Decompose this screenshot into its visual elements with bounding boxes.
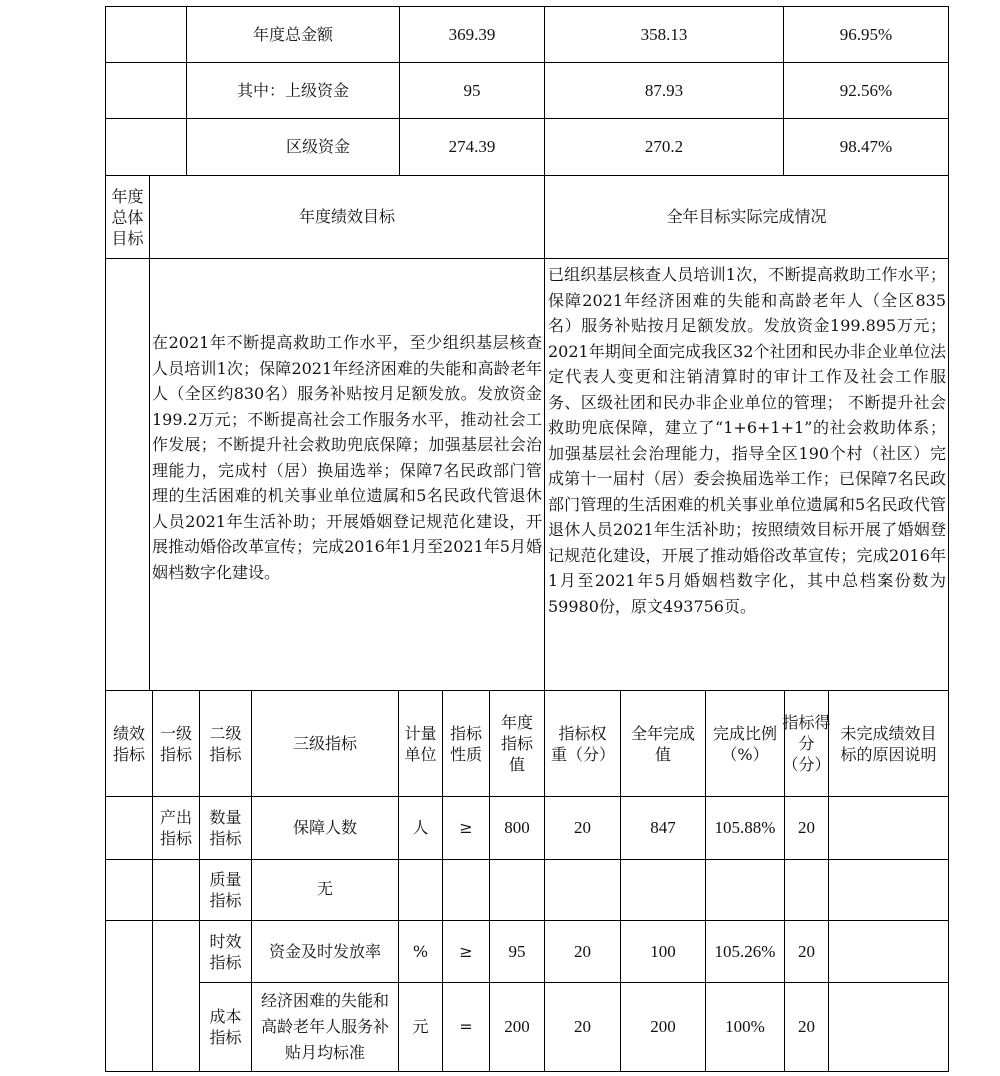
row-annual-value — [490, 860, 544, 920]
row-unit — [399, 860, 442, 920]
header-completed-value: 全年完成值 — [630, 723, 695, 764]
row-level3: 资金及时发放率 — [268, 941, 381, 961]
row-completed-value — [621, 860, 705, 920]
row-completion-ratio: 100% — [725, 1017, 765, 1036]
row-nature — [443, 860, 489, 920]
header-completion-ratio: 完成比例（%） — [712, 723, 777, 764]
row-nature: ≥ — [459, 941, 473, 961]
row-unit: 元 — [412, 1017, 429, 1036]
funds-row-rate: 92.56% — [839, 80, 893, 100]
row-annual-value: 200 — [504, 1017, 530, 1036]
annual-target-header: 年度绩效目标 — [298, 207, 395, 226]
row-level3: 保障人数 — [292, 818, 357, 837]
header-perf-indicator: 绩效指标 — [112, 723, 145, 764]
row-completion-ratio: 105.88% — [714, 818, 776, 837]
row-completed-value: 100 — [650, 941, 676, 961]
annual-actual-text: 已组织基层核查人员培训1次，不断提高救助工作水平；保障2021年经济困难的失能和高龄老年人（全区835名）服务补贴按月足额发放。发放资金199.895万元；2021年期间全面完成我区32个社团和民办非企业单位法定代表人变更和注销清算时的审计工作及社会工作服务、区级社团和民办非企业单位的管理； 不断提升社会救助兜底保障，建立了“1+6+1+1”的社会救助体系；加强基层社会治理能力，指导全区190个村（社区）完成第十一届村（居）委会换届选举工作；已保障7名民政部门管理的生活困难的机关事业单位遗属和5名民政代管退休人员2021年生活补助；按照绩效目标开展了婚姻登记规范化建设，开展了推动婚俗改革宣传；完成2016年1月至2021年5月婚姻档数字化，其中总档案份数为59980份，原文493756页。 — [548, 265, 946, 616]
row-score — [785, 860, 828, 920]
funds-row-budget: 274.39 — [448, 137, 496, 156]
header-level3: 三级指标 — [292, 733, 357, 753]
header-level1: 一级指标 — [159, 723, 192, 764]
funds-row-executed: 270.2 — [644, 137, 684, 156]
row-level3: 经济困难的失能和高龄老年人服务补贴月均标准 — [260, 991, 389, 1062]
row-completed-value: 200 — [650, 1017, 676, 1036]
header-unit: 计量单位 — [404, 723, 437, 764]
row-level2: 数量指标 — [209, 808, 242, 848]
row-completed-value: 847 — [650, 818, 676, 837]
funds-row-budget: 95 — [463, 80, 481, 100]
funds-row-label: 区级资金 — [285, 137, 350, 156]
row-score: 20 — [798, 1017, 815, 1036]
funds-row-executed: 87.93 — [644, 80, 684, 100]
row-score: 20 — [798, 941, 815, 961]
row-reason — [829, 860, 948, 920]
funds-row-label: 年度总金额 — [252, 24, 333, 44]
annual-overall-goal-label: 年度总体目标 — [111, 186, 144, 248]
row-weight: 20 — [574, 1017, 591, 1036]
row-level2: 成本指标 — [209, 1007, 242, 1047]
header-weight: 指标权重（分） — [551, 723, 616, 764]
funds-row-rate: 96.95% — [839, 24, 893, 44]
funds-row-executed: 358.13 — [640, 24, 688, 44]
header-annual-value: 年度指标值 — [500, 713, 533, 774]
annual-actual-header: 全年目标实际完成情况 — [666, 207, 827, 226]
header-nature: 指标性质 — [449, 723, 482, 764]
annual-target-text: 在2021年不断提高救助工作水平，至少组织基层核查人员培训1次；保障2021年经济困难的失能和高龄老年人（全区约830名）服务补贴按月足额发放。发放资金199.2万元；不断提高社会工作服务水平，推动社会工作发展；不断提升社会救助兜底保障；加强基层社会治理能力，完成村（居）换届选举；保障7名民政部门管理的生活困难的机关事业单位遗属和5名民政代管退休人员2021年生活补助；开展婚姻登记规范化建设，开展推动婚俗改革宣传；完成2016年1月至2021年5月婚姻档数字化建设。 — [152, 333, 542, 582]
header-score: 指标得分（分） — [782, 713, 831, 774]
funds-row-rate: 98.47% — [839, 137, 893, 156]
row-score: 20 — [798, 818, 815, 837]
funds-row-budget: 369.39 — [448, 24, 496, 44]
row-nature: ≥ — [459, 818, 473, 837]
header-reason: 未完成绩效目标的原因说明 — [840, 723, 937, 764]
header-level2: 二级指标 — [209, 723, 242, 764]
row-level2: 质量指标 — [209, 870, 242, 910]
level1-output-label: 产出指标 — [159, 808, 192, 848]
row-annual-value: 95 — [508, 941, 526, 961]
row-weight — [545, 860, 620, 920]
row-reason — [829, 921, 948, 982]
row-completion-ratio — [706, 860, 784, 920]
row-reason — [829, 983, 948, 1071]
row-reason — [829, 797, 948, 859]
row-unit: 人 — [412, 818, 429, 837]
row-level3: 无 — [316, 879, 333, 898]
row-completion-ratio: 105.26% — [714, 941, 776, 961]
row-level2: 时效指标 — [209, 931, 242, 972]
row-nature: = — [459, 1017, 473, 1036]
funds-row-label: 其中：上级资金 — [236, 80, 349, 100]
row-weight: 20 — [574, 941, 591, 961]
row-annual-value: 800 — [504, 818, 530, 837]
row-weight: 20 — [574, 818, 591, 837]
row-unit: % — [412, 941, 429, 961]
